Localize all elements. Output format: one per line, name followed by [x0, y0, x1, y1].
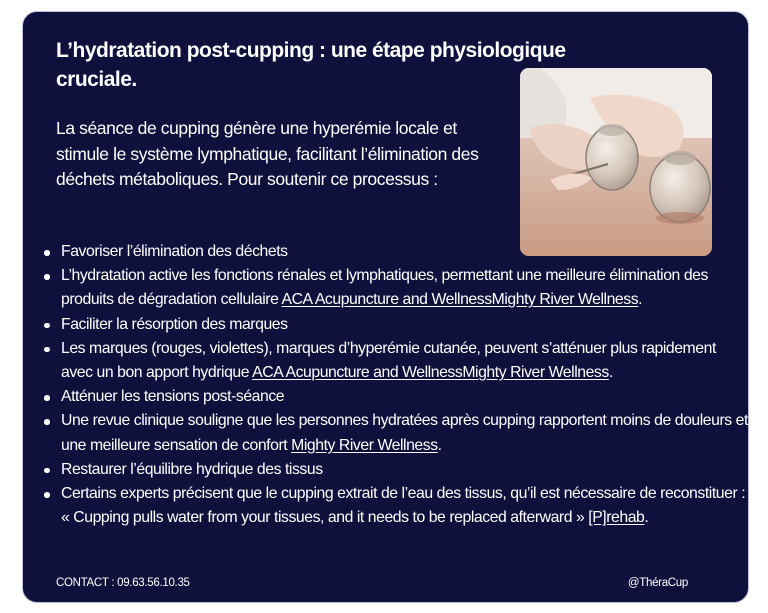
- link-aca-acupuncture[interactable]: ACA Acupuncture and Wellness: [281, 291, 492, 309]
- link-mighty-river[interactable]: Mighty River Wellness: [291, 436, 438, 454]
- list-item: [40, 409, 750, 457]
- list-item-text: Les marques (rouges, violettes), marques d’hyperémie cutanée, peuvent s’atténuer plus rapidement avec un bon apport hydrique: [61, 339, 716, 382]
- list-item: [40, 313, 750, 337]
- list-item: [40, 458, 750, 482]
- list-item: [40, 337, 750, 385]
- title-rest: post-cupping : une étape physiologique cruciale.: [56, 39, 566, 91]
- link-mighty-river[interactable]: Mighty River Wellness: [462, 364, 609, 382]
- list-item-text: Certains experts précisent que le cupping extrait de l’eau des tissus, qu’il est nécessaire de reconstituer : « Cupping pulls water from your tissues, and it needs to be replaced afterward »: [61, 485, 746, 527]
- list-item-text: Faciliter la résorption des marques: [61, 315, 288, 333]
- link-mighty-river[interactable]: Mighty River Wellness: [491, 291, 639, 309]
- contact-phone: CONTACT : 09.63.56.10.35: [56, 577, 190, 589]
- link-aca-acupuncture[interactable]: ACA Acupuncture and Wellness: [252, 364, 463, 382]
- list-item: [40, 240, 750, 264]
- list-item: [40, 482, 750, 530]
- benefits-list: [40, 240, 750, 530]
- intro-paragraph: La séance de cupping génère une hyperémie locale et stimule le système lymphatique, facilitant l’élimination des déchets métaboliques. Pour soutenir ce processus :: [56, 118, 479, 189]
- list-item-end: .: [644, 509, 649, 527]
- list-item-end: .: [437, 436, 442, 454]
- list-item: [40, 385, 750, 409]
- page-title: [56, 36, 596, 94]
- list-item-text: Atténuer les tensions post-séance: [61, 388, 285, 406]
- list-item-text: Une revue clinique souligne que les personnes hydratées après cupping rapportent moins de douleurs et une meilleure sensation de confort: [61, 412, 748, 454]
- list-item-end: .: [608, 364, 613, 382]
- post-card: [22, 11, 749, 603]
- list-item-end: .: [638, 291, 643, 309]
- title-bold: L’hydratation: [56, 39, 182, 62]
- social-handle: @ThéraCup: [627, 577, 688, 589]
- list-item-text: L’hydratation active les fonctions rénales et lymphatiques, permettant une meilleure élimination des produits de dégradation cellulaire: [61, 267, 708, 309]
- list-item: [40, 264, 750, 312]
- cupping-photo: [520, 68, 712, 256]
- list-item-text: Restaurer l’équilibre hydrique des tissus: [61, 460, 323, 478]
- link-prehab[interactable]: [P]rehab: [588, 509, 645, 527]
- cupping-illustration: [520, 68, 712, 256]
- list-item-text: Favoriser l’élimination des déchets: [61, 243, 288, 260]
